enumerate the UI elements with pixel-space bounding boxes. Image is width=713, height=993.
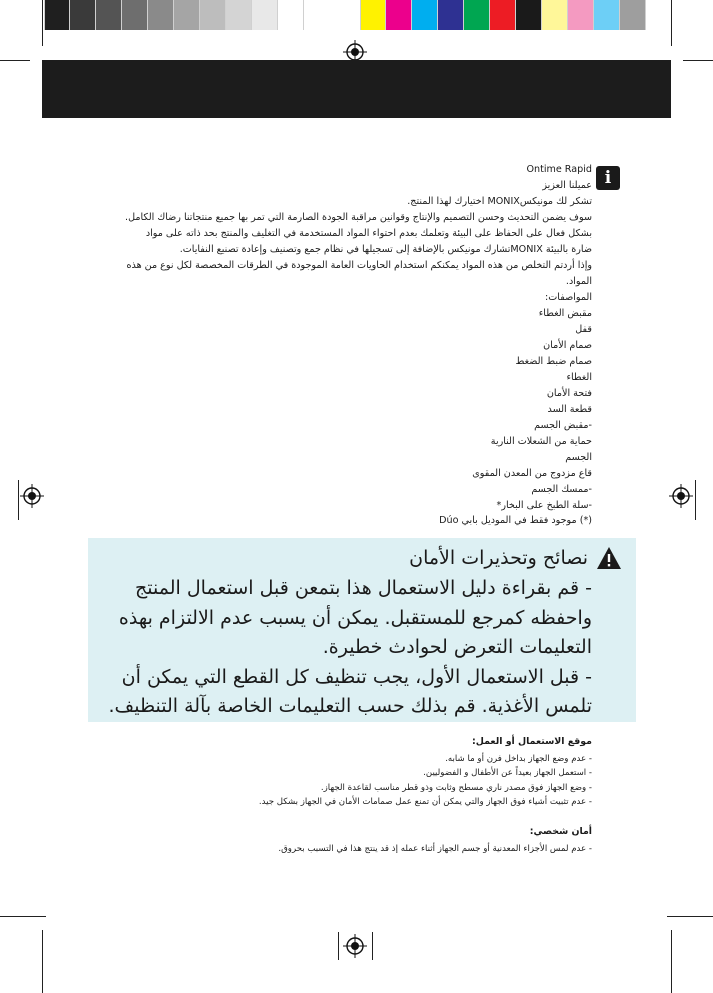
crop-mark [0, 916, 46, 917]
color-swatch [542, 0, 568, 30]
safety-title: نصائح وتحذيرات الأمان [409, 547, 588, 569]
crop-mark [42, 930, 43, 993]
intro-line: فتحة الأمان [546, 388, 592, 399]
crop-mark [338, 932, 339, 960]
usage-section [80, 735, 592, 810]
color-swatch [122, 0, 148, 30]
safety-line: - قم بقراءة دليل الاستعمال هذا بتمعن قبل استعمال المنتج [135, 577, 592, 599]
safety-body [92, 574, 592, 722]
usage-heading: موقع الاستعمال أو العمل: [472, 736, 592, 747]
intro-line: الغطاء [566, 372, 592, 383]
safety-line: واحفظه كمرجع للمستقبل. يمكن أن يسبب عدم الالتزام بهذه [118, 606, 592, 629]
color-swatch [252, 0, 278, 30]
color-swatch [412, 0, 438, 30]
crop-mark [18, 480, 19, 520]
safety-box [88, 538, 636, 722]
color-swatch [278, 0, 304, 30]
intro-line: صمام ضبط الضغط [515, 356, 592, 367]
intro-line: تشكر لك مونيكسMONIX اختيارك لهذا المنتج. [407, 196, 592, 207]
crop-mark [671, 0, 672, 46]
personal-safety-heading: أمان شخصي: [529, 826, 592, 837]
crop-mark [695, 480, 696, 520]
intro-line: -ممسك الجسم [531, 484, 592, 495]
usage-item: - وضع الجهاز فوق مصدر ناري مسطح وثابت وذو قطر مناسب لقاعدة الجهاز. [320, 782, 592, 793]
intro-line: وإذا أردتم التخلص من هذه المواد يمكنكم استخدام الحاويات العامة الموجودة في الطرقات المخصصة لكل نوع من هذه [126, 260, 592, 271]
intro-lines [80, 178, 592, 514]
intro-line: حماية من الشعلات النارية [490, 436, 592, 447]
registration-mark-icon [343, 934, 367, 958]
color-swatch [148, 0, 174, 30]
intro-line: المواد. [565, 276, 592, 287]
intro-line: -سلة الطبخ على البخار* [496, 500, 592, 511]
safety-line: - قبل الاستعمال الأول، يجب تنظيف كل القطع التي يمكن أن [121, 665, 592, 688]
color-swatch [174, 0, 200, 30]
color-swatch [360, 0, 386, 30]
color-swatch [386, 0, 412, 30]
crop-mark [683, 60, 713, 61]
crop-mark [667, 916, 713, 917]
crop-mark [671, 930, 672, 993]
color-swatch [44, 0, 70, 30]
color-swatch [568, 0, 594, 30]
color-swatch [96, 0, 122, 30]
crop-mark [0, 60, 30, 61]
intro-line: قفل [575, 324, 592, 335]
safety-line: تلمس الأغذية. قم بذلك حسب التعليمات الخاصة بآلة التنظيف. [108, 695, 592, 717]
product-title: Ontime Rapid [526, 164, 592, 175]
usage-item: - استعمل الجهاز بعيداً عن الأطفال و الفضوليين. [423, 768, 592, 778]
intro-line: المواصفات: [545, 292, 592, 303]
color-swatch [620, 0, 646, 30]
color-swatch [200, 0, 226, 30]
intro-line: صمام الأمان [543, 340, 592, 351]
personal-safety-item: - عدم لمس الأجزاء المعدنية أو جسم الجهاز أثناء عمله إذ قد ينتج هذا في التسبب بحروق. [278, 843, 592, 854]
color-swatch-bar [360, 0, 646, 30]
color-swatch [464, 0, 490, 30]
personal-safety-section [80, 825, 592, 856]
intro-line: مقبض الغطاء [538, 308, 592, 319]
usage-item: - عدم وضع الجهاز بداخل فرن أو ما شابه. [445, 753, 592, 764]
registration-mark-icon [669, 484, 693, 508]
color-swatch [226, 0, 252, 30]
usage-item: - عدم تثبيت أشياء فوق الجهاز والتي يمكن أن تمنع عمل صمامات الأمان في الجهاز بشكل جيد. [258, 797, 592, 807]
crop-mark [372, 932, 373, 960]
intro-line: بشكل فعال على الحفاظ على البيئة وتعلمك بعدم احتواء المواد المستخدمة في التغليف والمنتج بحد ذاته على مواد [145, 228, 592, 239]
intro-line: قاع مزدوج من المعدن المقوى [472, 468, 592, 479]
info-icon: i [596, 166, 620, 190]
color-swatch [516, 0, 542, 30]
safety-line: التعليمات التعرض لحوادث خطيرة. [322, 636, 592, 658]
intro-line: عميلنا العزيز [542, 180, 592, 191]
model-footnote: (*) موجود فقط في الموديل بابي Dúo [439, 515, 592, 526]
intro-line: سوف يضمن التحديث وحسن التصميم والإنتاج وقوانين مراقبة الجودة الصارمة التي تمر بها جميع منتجاتنا رضاك الكامل. [125, 212, 592, 223]
warning-icon [596, 546, 622, 570]
intro-line: الجسم [565, 452, 592, 463]
gray-swatch-bar [44, 0, 304, 30]
intro-line: ضارة بالبيئة MONIXتشارك مونيكس بالإضافة إلى تسجيلها في نظام جمع وتصنيف وإعادة تصنيع النفايات. [179, 244, 592, 255]
crop-mark [42, 0, 43, 46]
header-band [42, 60, 671, 118]
intro-line: -مقبض الجسم [534, 420, 592, 431]
color-swatch [490, 0, 516, 30]
color-swatch [70, 0, 96, 30]
intro-line: قطعة السد [547, 404, 592, 415]
intro-section [80, 162, 592, 514]
color-swatch [438, 0, 464, 30]
color-swatch [594, 0, 620, 30]
registration-mark-icon [20, 484, 44, 508]
